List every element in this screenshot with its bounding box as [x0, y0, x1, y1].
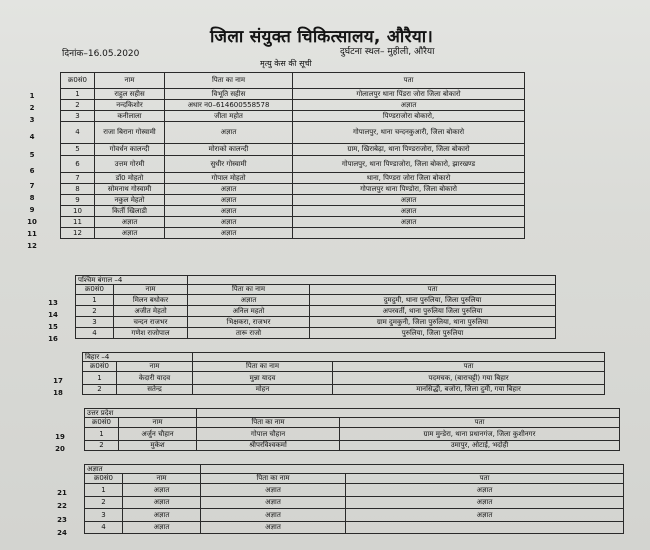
- address: अज्ञात: [293, 100, 525, 111]
- person-name: किर्ती खिलाडी: [95, 206, 165, 217]
- person-name: अज्ञात: [123, 522, 201, 534]
- section-table: [60, 72, 525, 239]
- person-name: अज्ञात: [95, 228, 165, 239]
- line-number: 24: [57, 529, 67, 537]
- person-name: अज्ञात: [123, 497, 201, 509]
- table-row: [76, 306, 556, 317]
- column-header-row: [61, 73, 525, 89]
- serial-number: 12: [61, 228, 95, 239]
- serial-number: 2: [76, 306, 114, 317]
- line-number: 15: [48, 322, 58, 331]
- section-title: उत्तर प्रदेश: [85, 409, 197, 418]
- table-row: [85, 484, 624, 497]
- section-title: अज्ञात: [85, 465, 201, 474]
- serial-number: 2: [85, 441, 119, 451]
- column-header-father: पिता का नाम: [193, 362, 333, 372]
- column-header-sn: क्र0सं0: [83, 362, 117, 372]
- section-table: [75, 275, 556, 339]
- table-row: [85, 441, 620, 451]
- serial-number: 3: [61, 111, 95, 122]
- line-number: 18: [53, 389, 63, 397]
- serial-number: 2: [83, 385, 117, 395]
- person-name: उत्तम गोरमी: [95, 156, 165, 173]
- person-name: अर्जुन चौहान: [119, 428, 197, 441]
- accident-location: दुर्घटना स्थल– मुहीली, औरैया: [340, 47, 435, 57]
- serial-number: 7: [61, 173, 95, 184]
- address: मानसिद्धी, बजोरा, जिला दुमी, गया बिहार: [333, 385, 605, 395]
- line-number: 8: [29, 193, 35, 202]
- person-name: गणेश राजोपाल: [114, 328, 188, 339]
- serial-number: 10: [61, 206, 95, 217]
- serial-number: 3: [76, 317, 114, 328]
- line-number: 13: [48, 298, 58, 307]
- column-header-sn: क्र0सं0: [85, 474, 123, 484]
- table-row: [85, 509, 624, 522]
- address: [293, 228, 525, 239]
- father-name: अज्ञात: [165, 184, 293, 195]
- serial-number: 1: [85, 484, 123, 497]
- section-title-row: [76, 276, 556, 285]
- father-name: तारू राजो: [188, 328, 310, 339]
- line-number: 20: [55, 445, 65, 453]
- address: [346, 522, 624, 534]
- person-name: मुकेश: [119, 441, 197, 451]
- column-header-sn: क्र0सं0: [61, 73, 95, 89]
- serial-number: 5: [61, 144, 95, 156]
- person-name: अज्ञात: [95, 217, 165, 228]
- address: अज्ञात: [346, 484, 624, 497]
- person-name: डॉ0 मोहतो: [95, 173, 165, 184]
- section-title-row: [83, 353, 605, 362]
- line-number: 2: [29, 103, 35, 112]
- table-row: [61, 206, 525, 217]
- address: अज्ञात: [346, 497, 624, 509]
- line-number: 7: [29, 181, 35, 190]
- serial-number: 2: [61, 100, 95, 111]
- address: अज्ञात: [346, 509, 624, 522]
- line-number: 23: [57, 515, 67, 524]
- line-number: 11: [27, 229, 37, 238]
- person-name: अज्ञात: [123, 484, 201, 497]
- line-number: 12: [27, 241, 37, 250]
- person-name: चन्दन राजभर: [114, 317, 188, 328]
- section-title-spacer: [201, 465, 624, 474]
- column-header-name: नाम: [95, 73, 165, 89]
- father-name: अज्ञात: [201, 497, 346, 509]
- column-header-address: पता: [346, 474, 624, 484]
- column-header-name: नाम: [123, 474, 201, 484]
- table-row: [85, 497, 624, 509]
- column-header-row: [76, 285, 556, 295]
- section-title-row: [85, 409, 620, 418]
- father-name: सुधीर गोस्वामी: [165, 156, 293, 173]
- father-name: मोराको कालन्दी: [165, 144, 293, 156]
- father-name: भिक्षकरा, राजभर: [188, 317, 310, 328]
- serial-number: 1: [85, 428, 119, 441]
- line-number: 1: [29, 91, 35, 100]
- serial-number: 1: [61, 89, 95, 100]
- section-title: बिहार –4: [83, 353, 193, 362]
- serial-number: 4: [61, 122, 95, 144]
- father-name: अज्ञात: [165, 206, 293, 217]
- serial-number: 1: [76, 295, 114, 306]
- table-row: [61, 195, 525, 206]
- column-header-address: पता: [293, 73, 525, 89]
- person-name: कनीलाला: [95, 111, 165, 122]
- column-header-row: [85, 474, 624, 484]
- person-name: अज्ञात: [123, 509, 201, 522]
- line-number: 17: [53, 376, 63, 385]
- line-number: 19: [55, 432, 65, 441]
- serial-number: 9: [61, 195, 95, 206]
- father-name: मुन्ना यादव: [193, 372, 333, 385]
- address: पिण्डराजोरा बोकारो,: [293, 111, 525, 122]
- column-header-father: पिता का नाम: [165, 73, 293, 89]
- person-name: सतेन्द्र: [117, 385, 193, 395]
- document-date: दिनांक–16.05.2020: [62, 49, 140, 59]
- father-name: गोपाल मोहतो: [165, 173, 293, 184]
- serial-number: 11: [61, 217, 95, 228]
- father-name: अज्ञात: [165, 195, 293, 206]
- address: ग्राम दुमकुनी, जिला पुरुलिया, थाना पुरुलिया: [310, 317, 556, 328]
- column-header-sn: क्र0सं0: [85, 418, 119, 428]
- line-number: 9: [29, 205, 35, 214]
- table-row: [76, 328, 556, 339]
- column-header-name: नाम: [117, 362, 193, 372]
- table-row: [61, 100, 525, 111]
- father-name: श्रीपरविश्वकर्मा: [197, 441, 340, 451]
- table-row: [61, 122, 525, 144]
- serial-number: 8: [61, 184, 95, 195]
- column-header-father: पिता का नाम: [197, 418, 340, 428]
- section-table: [84, 408, 620, 451]
- person-name: केदारी यादव: [117, 372, 193, 385]
- address: गोपालपुर थाना पिण्डोरा, जिला बोकारो: [293, 184, 525, 195]
- father-name: अज्ञात: [188, 295, 310, 306]
- line-number: 16: [48, 334, 58, 343]
- father-name: अज्ञात: [201, 509, 346, 522]
- section-title: पश्चिम बंगाल –4: [76, 276, 188, 285]
- column-header-address: पता: [310, 285, 556, 295]
- father-name: विभूति सहीस: [165, 89, 293, 100]
- table-row: [85, 522, 624, 534]
- table-row: [61, 111, 525, 122]
- table-row: [61, 217, 525, 228]
- serial-number: 2: [85, 497, 123, 509]
- address: अज्ञात: [293, 217, 525, 228]
- serial-number: 4: [76, 328, 114, 339]
- person-name: नकुल मेहतो: [95, 195, 165, 206]
- line-number: 21: [57, 488, 67, 497]
- father-name: अज्ञात: [165, 228, 293, 239]
- table-row: [83, 385, 605, 395]
- table-row: [61, 173, 525, 184]
- father-name: जीता महोत: [165, 111, 293, 122]
- line-number: 3: [29, 115, 35, 124]
- father-name: अज्ञात: [201, 522, 346, 534]
- address: गोपालपुर, थाना चन्दनकुआरी, जिला बोकारो: [293, 122, 525, 144]
- father-name: अज्ञात: [201, 484, 346, 497]
- line-number: 6: [29, 166, 35, 175]
- person-name: नन्दकिशोर: [95, 100, 165, 111]
- address: ग्राम मुन्डेरा, थाना प्रधानगंज, जिला कुशीनगर: [340, 428, 620, 441]
- serial-number: 3: [85, 509, 123, 522]
- address: अपरवर्ती, थाना पुरुलिया जिला पुरुलिया: [310, 306, 556, 317]
- column-header-row: [85, 418, 620, 428]
- column-header-row: [83, 362, 605, 372]
- person-name: अजीत मेहतो: [114, 306, 188, 317]
- document-title: जिला संयुक्त चिकित्सालय, औरैया।: [210, 27, 434, 47]
- section-table: [84, 464, 624, 534]
- person-name: राहुल सहीस: [95, 89, 165, 100]
- father-name: अज्ञात: [165, 217, 293, 228]
- column-header-father: पिता का नाम: [188, 285, 310, 295]
- person-name: मिलन बधोकर: [114, 295, 188, 306]
- table-row: [61, 89, 525, 100]
- column-header-father: पिता का नाम: [201, 474, 346, 484]
- serial-number: 4: [85, 522, 123, 534]
- line-number: 4: [29, 133, 35, 141]
- table-row: [76, 295, 556, 306]
- father-name: अनिल महतो: [188, 306, 310, 317]
- father-name: गोपाल चौहान: [197, 428, 340, 441]
- address: अज्ञात: [293, 195, 525, 206]
- column-header-address: पता: [333, 362, 605, 372]
- address: ग्राम, खिराबेढ़ा, थाना पिण्डराजोरा, जिला बोकारो: [293, 144, 525, 156]
- section-table: [82, 352, 605, 395]
- line-number: 22: [57, 502, 67, 510]
- column-header-sn: क्र0सं0: [76, 285, 114, 295]
- person-name: राजा बिराना गोस्वामी: [95, 122, 165, 144]
- section-title-spacer: [188, 276, 556, 285]
- table-row: [85, 428, 620, 441]
- serial-number: 6: [61, 156, 95, 173]
- table-row: [83, 372, 605, 385]
- table-row: [61, 228, 525, 239]
- line-number: 10: [27, 217, 37, 226]
- address: दुमदुमी, थाना पुरुलिया, जिला पुरुलिया: [310, 295, 556, 306]
- serial-number: 1: [83, 372, 117, 385]
- section-title-spacer: [193, 353, 605, 362]
- father-name: अधार न0–614600558578: [165, 100, 293, 111]
- address: गोलालपुर थाना पिंडरा जोरा जिला बोकारो: [293, 89, 525, 100]
- address: उमापुर, ओटाई, भदोही: [340, 441, 620, 451]
- column-header-name: नाम: [114, 285, 188, 295]
- table-row: [61, 184, 525, 195]
- person-name: सोमनाथ गोस्वामी: [95, 184, 165, 195]
- address: थाना, पिण्डरा जोरा जिला बोकारो: [293, 173, 525, 184]
- line-number: 14: [48, 310, 58, 319]
- line-number: 5: [29, 151, 35, 159]
- table-row: [61, 156, 525, 173]
- table-row: [61, 144, 525, 156]
- table-row: [76, 317, 556, 328]
- address: अज्ञात: [293, 206, 525, 217]
- address: गोपालपुर, थाना पिण्डाजोरा, जिला बोकारो, झारखण्ड: [293, 156, 525, 173]
- person-name: गोवर्धन कालन्दी: [95, 144, 165, 156]
- father-name: अज्ञात: [165, 122, 293, 144]
- address: पुरुलिया, जिला पुरुलिया: [310, 328, 556, 339]
- father-name: मोहन: [193, 385, 333, 395]
- column-header-address: पता: [340, 418, 620, 428]
- column-header-name: नाम: [119, 418, 197, 428]
- section-title-spacer: [197, 409, 620, 418]
- address: पदमचक, (बाराचट्टी) गया बिहार: [333, 372, 605, 385]
- section-title-row: [85, 465, 624, 474]
- document-subtitle: मृत्यु केस की सूची: [260, 59, 312, 68]
